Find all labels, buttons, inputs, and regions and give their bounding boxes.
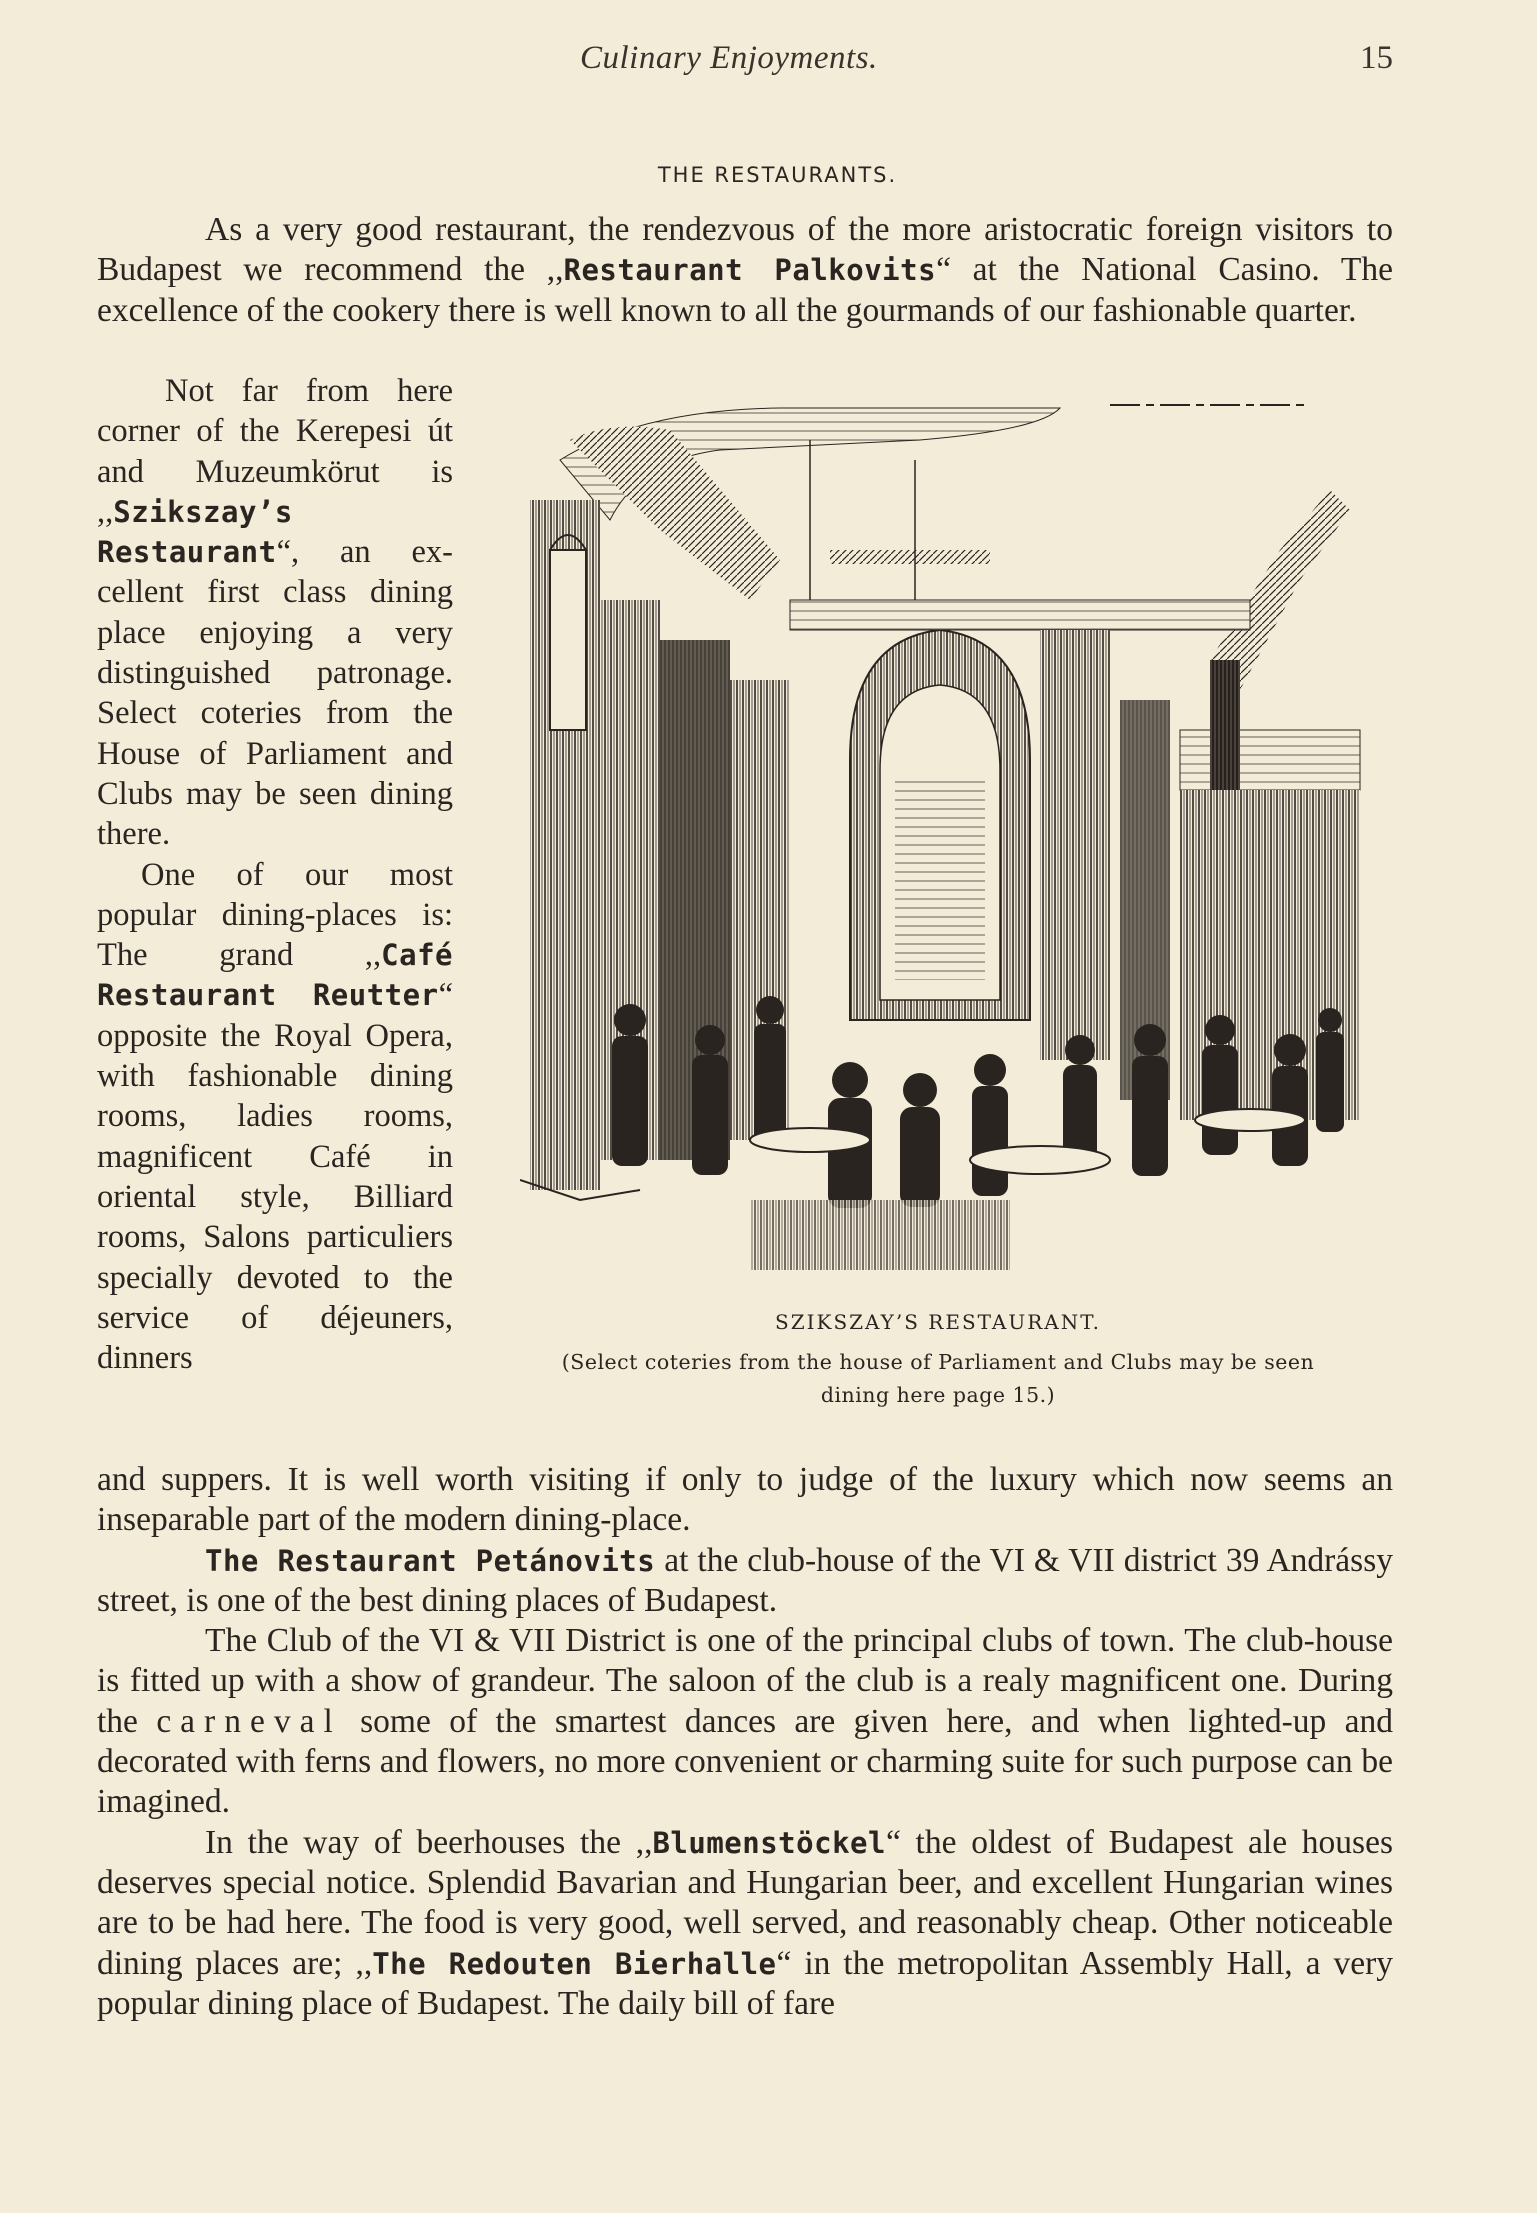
paragraph-text: One of our most popular dining-places is: The grand ,, xyxy=(97,856,453,974)
text-block-bottom xyxy=(97,1460,1393,2024)
spaced-word-carneval: carneval xyxy=(156,1702,342,1740)
beerhouse-name-redouten: The Redouten Bierhalle xyxy=(372,1946,777,1981)
paragraph-reutter-continued: and suppers. It is well worth visiting if only to judge of the luxury which now seems an inseparable part of the modern dining-place. xyxy=(97,1461,1393,1539)
restaurant-name-palkovits: Restaurant Palkovits xyxy=(563,253,937,288)
caption-line-1: (Select coteries from the house of Parliament and Clubs may be seen xyxy=(561,1350,1315,1374)
caption-line-2: dining here page 15.) xyxy=(820,1383,1056,1407)
paragraph-text: “ in the metropolitan Assembly Hall, a very popular dining place of Budapest. The daily bill of fare xyxy=(97,1944,1393,2022)
paragraph-beerhouses xyxy=(97,1823,1393,2024)
restaurant-name-szikszay: Szikszay’s Restaurant xyxy=(97,494,293,570)
paragraph-text: Not far from here corner of the Kerepesi út and Muzeumkörut is ,, xyxy=(97,373,453,530)
page-number: 15 xyxy=(1360,40,1393,76)
paragraph-text: In the way of beerhouses the ,, xyxy=(205,1823,653,1861)
paragraph-text: at the club-house of the VI & VII district 39 Andrássy street, is one of the best dining places of Budapest. xyxy=(97,1541,1393,1619)
illustration-szikszay-restaurant xyxy=(520,400,1365,1285)
section-heading: THE RESTAURANTS. xyxy=(657,163,898,187)
paragraph-text: “ the oldest of Budapest ale houses deserves special notice. Splendid Bavarian and Hungarian beer, and excellent Hungarian wines are to be had here. The food is very good, well served, and reasonably cheap. Other noticeable dining places are; ,, xyxy=(97,1823,1393,1982)
text-block-left-column xyxy=(97,371,453,1378)
paragraph-szikszay xyxy=(97,371,453,855)
restaurant-name-petanovits: The Restaurant Petánovits xyxy=(205,1543,656,1578)
paragraph-text: some of the smartest dances are given here, and when lighted-up and decorated with ferns and flowers, no more convenient or charming suite for such purpose can be imagined. xyxy=(97,1702,1393,1821)
restaurant-name-reutter: Café Restaurant Reutter xyxy=(97,938,453,1013)
text-block-top xyxy=(97,210,1393,331)
paragraph-text: “ opposite the Royal Opera, with fashionable dining rooms, ladies rooms, magnificent Café in oriental style, Billiard rooms, Salons particuliers specially devoted to the service of déjeuners, dinners xyxy=(97,977,453,1377)
running-title: Culinary Enjoyments. xyxy=(580,40,878,76)
beerhouse-name-blumenstockel: Blumenstöckel xyxy=(652,1825,886,1860)
caption-title: SZIKSZAY’S RESTAURANT. xyxy=(775,1310,1101,1334)
paragraph-reutter xyxy=(97,855,453,1379)
paragraph-petanovits xyxy=(97,1541,1393,1622)
paragraph-text: “, an excellent first class dining place enjoying a very distinguished patronage. Select coteries from the House of Parliament and Clubs may be seen dining there. xyxy=(97,534,453,853)
paragraph-text: As a very good restaurant, the rendezvous of the more aristocratic foreign visitors to Budapest we recommend the ,, xyxy=(97,211,1393,289)
paragraph-text: “ at the National Casino. The excellence of the cookery there is well known to all the gourmands of our fashionable quarter. xyxy=(97,251,1393,329)
restaurant-engraving xyxy=(520,400,1365,1285)
paragraph-club xyxy=(97,1621,1393,1822)
paragraph-palkovits xyxy=(97,210,1393,331)
paragraph-text: The Club of the VI & VII District is one of the principal clubs of town. The club-house is fitted up with a show of grandeur. The saloon of the club is a realy magnificent one. During the xyxy=(97,1622,1393,1740)
figure-caption xyxy=(478,1310,1398,1412)
running-header xyxy=(0,40,1537,80)
